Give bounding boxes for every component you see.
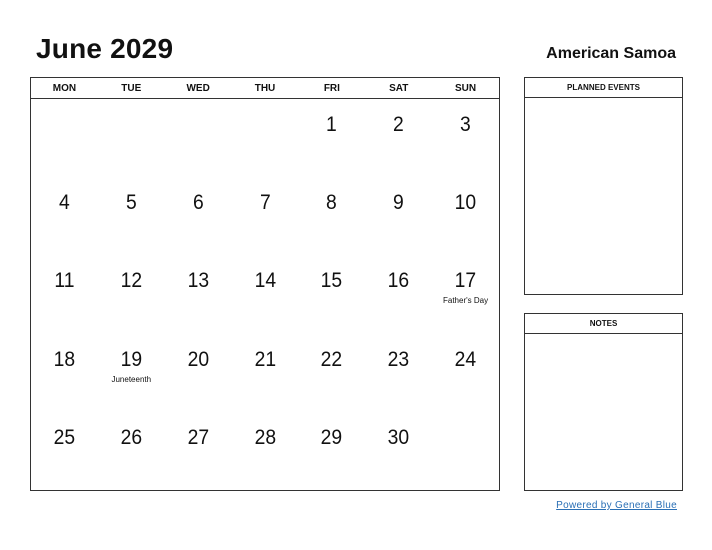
day-cell	[165, 255, 232, 333]
day-number: 8	[326, 191, 338, 215]
day-number: 24	[454, 347, 477, 371]
day-cell	[432, 99, 499, 177]
day-number: 25	[53, 425, 76, 449]
day-cell	[232, 334, 299, 412]
day-number: 27	[187, 425, 209, 449]
day-number: 29	[321, 425, 343, 449]
day-cell	[31, 412, 98, 490]
day-cell	[165, 412, 232, 490]
day-cell	[31, 334, 98, 412]
day-cell	[432, 177, 499, 255]
day-cell	[31, 255, 98, 333]
weekday-thu: THU	[254, 83, 276, 94]
day-cell	[298, 99, 365, 177]
day-number: 7	[259, 191, 271, 215]
day-number: 30	[387, 425, 410, 449]
day-cell	[98, 255, 165, 333]
day-number: 17	[454, 269, 477, 293]
day-number: 26	[120, 425, 143, 449]
notes-title: NOTES	[525, 314, 682, 334]
day-cell	[365, 177, 432, 255]
day-number: 21	[254, 347, 276, 371]
notes-panel	[524, 313, 683, 491]
day-number: 13	[187, 269, 209, 293]
day-number: 9	[393, 191, 405, 215]
day-number: 14	[254, 269, 276, 293]
day-cell	[365, 412, 432, 490]
day-cell	[298, 255, 365, 333]
day-cell	[232, 412, 299, 490]
holiday-label: Father's Day	[443, 296, 489, 306]
day-number: 23	[387, 347, 410, 371]
day-cell	[98, 99, 165, 177]
day-cell	[432, 334, 499, 412]
day-cell	[165, 99, 232, 177]
day-cell	[165, 177, 232, 255]
day-cell	[31, 177, 98, 255]
day-number: 4	[59, 191, 70, 215]
day-cell	[365, 334, 432, 412]
day-number: 5	[125, 191, 137, 215]
day-cell	[98, 412, 165, 490]
day-cell	[165, 334, 232, 412]
day-cell	[232, 255, 299, 333]
day-cell	[98, 334, 165, 412]
weekday-mon: MON	[52, 83, 77, 94]
day-number: 12	[120, 269, 143, 293]
day-number: 19	[120, 347, 143, 371]
day-number: 20	[187, 347, 209, 371]
day-number: 10	[454, 191, 477, 215]
planned-events-title: PLANNED EVENTS	[525, 78, 682, 98]
day-number: 3	[460, 113, 471, 136]
day-cell	[432, 412, 499, 490]
day-number: 2	[393, 113, 405, 136]
calendar-grid	[30, 77, 500, 491]
day-cell	[365, 99, 432, 177]
day-number: 18	[53, 347, 76, 371]
day-cell	[98, 177, 165, 255]
day-cell	[232, 177, 299, 255]
weekday-sun: SUN	[455, 83, 477, 94]
day-number: 28	[254, 425, 276, 449]
page-title: June 2029	[36, 33, 174, 64]
day-number: 11	[54, 269, 75, 293]
day-cell	[365, 255, 432, 333]
day-number: 1	[326, 113, 338, 136]
day-number: 16	[387, 269, 410, 293]
day-number: 15	[321, 269, 343, 293]
day-cell	[432, 255, 499, 333]
day-number: 6	[192, 191, 204, 215]
calendar-days	[31, 99, 499, 490]
region-label: American Samoa	[546, 45, 676, 62]
day-cell	[298, 334, 365, 412]
weekday-tue: TUE	[121, 83, 142, 94]
day-cell	[298, 177, 365, 255]
planned-events-panel	[524, 77, 683, 295]
holiday-label: Juneteenth	[111, 374, 152, 384]
day-cell	[298, 412, 365, 490]
powered-by-link[interactable]: Powered by General Blue	[556, 500, 677, 511]
day-number: 22	[321, 347, 343, 371]
day-cell	[31, 99, 98, 177]
weekday-fri: FRI	[323, 83, 340, 94]
weekday-wed: WED	[186, 83, 210, 94]
weekday-sat: SAT	[389, 83, 409, 94]
day-cell	[232, 99, 299, 177]
weekday-header	[31, 78, 499, 99]
